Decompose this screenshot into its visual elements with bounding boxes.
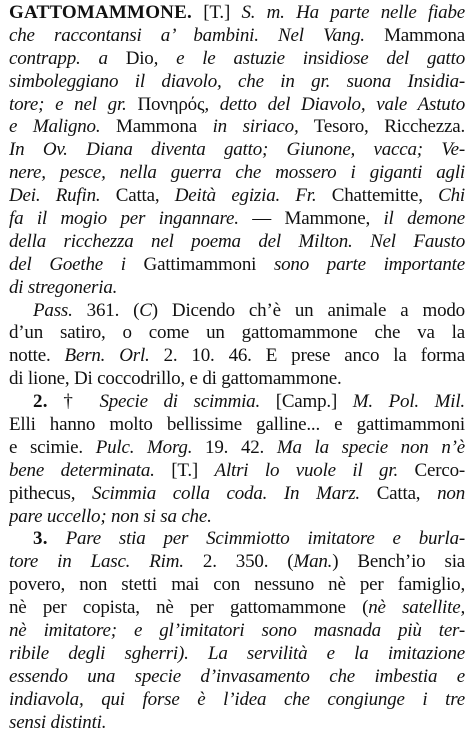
entry-line bbox=[9, 689, 465, 712]
entry-italic-text: del Goethe i bbox=[9, 253, 126, 275]
entry-italic-text: tore in Lasc. Rim. bbox=[9, 551, 184, 573]
entry-italic-text: di stregoneria. bbox=[9, 276, 118, 298]
entry-italic-text: tore; e nel gr. bbox=[9, 93, 127, 115]
entry-text: e scimie. bbox=[9, 436, 83, 458]
entry-text: Dio bbox=[107, 47, 154, 69]
entry-text: [Camp.] bbox=[260, 391, 353, 413]
entry-line bbox=[9, 437, 465, 460]
entry-line bbox=[9, 551, 465, 574]
entry-line bbox=[9, 2, 465, 25]
entry-italic-text: Scimmia colla coda. In Marz. bbox=[92, 482, 360, 504]
entry-line bbox=[9, 574, 465, 597]
entry-italic-text: Deità egizia. Fr. bbox=[174, 185, 317, 207]
entry-line bbox=[9, 643, 465, 666]
entry-text: Mammona bbox=[364, 24, 465, 46]
entry-bold-text: GATTOMAMMONE. bbox=[9, 2, 192, 23]
entry-line bbox=[9, 391, 465, 414]
entry-italic-text: C bbox=[139, 299, 152, 321]
entry-italic-text: sensi distinti. bbox=[9, 711, 107, 733]
entry-italic-text: sono parte importante bbox=[273, 253, 465, 275]
entry-line bbox=[9, 231, 465, 254]
entry-line bbox=[9, 666, 465, 689]
entry-text: 19. 42. bbox=[192, 436, 277, 458]
entry-bold-text: 3. bbox=[33, 528, 48, 550]
entry-italic-text: bene determinata. bbox=[9, 459, 155, 481]
entry-italic-text: che raccontansi a’ bambini. Nel Vang. bbox=[9, 24, 365, 46]
entry-line bbox=[9, 25, 465, 48]
entry-text: Chattemitte, bbox=[316, 185, 439, 207]
entry-text: ) Dicendo ch’è un animale a modo bbox=[151, 299, 465, 321]
entry-text: Gattimammoni bbox=[125, 253, 274, 275]
entry-italic-text: simboleggiano il diavolo, che in gr. suona Insidia- bbox=[9, 70, 465, 92]
entry-italic-text: Chi bbox=[438, 185, 465, 207]
entry-text: † bbox=[47, 391, 100, 413]
entry-italic-text: Ma la specie non n’è bbox=[276, 436, 465, 458]
entry-line bbox=[9, 345, 465, 368]
entry-italic-text: della ricchezza nel poema del Milton. Nel Fausto bbox=[9, 230, 465, 252]
entry-italic-text: non bbox=[437, 482, 465, 504]
entry-italic-text: Pulc. Morg. bbox=[82, 436, 193, 458]
entry-italic-text: M. Pol. Mil. bbox=[352, 391, 465, 413]
entry-line bbox=[9, 71, 465, 94]
entry-text: pithecus, bbox=[9, 482, 93, 504]
entry-italic-text: Pare stia per Scimmiotto imitatore e burla- bbox=[47, 528, 465, 550]
entry-italic-text: Man. bbox=[293, 551, 333, 573]
entry-line bbox=[9, 48, 465, 71]
entry-italic-text: ribile degli sgherri). La servilità e la imitazione bbox=[9, 642, 465, 664]
entry-italic-text: pare uccello; non si sa che. bbox=[9, 505, 212, 527]
entry-line bbox=[9, 620, 465, 643]
entry-text: di lione, Di coccodrillo, e di gattomammone. bbox=[9, 368, 342, 390]
entry-text: nè per copista, nè per gattomammone ( bbox=[9, 597, 369, 619]
entry-line bbox=[9, 368, 465, 391]
entry-italic-text: Pass. bbox=[33, 299, 73, 321]
entry-line bbox=[9, 94, 465, 117]
entry-text: Catta, bbox=[359, 482, 438, 504]
entry-italic-text: nere, pesce, nella guerra che mossero i giganti agli bbox=[9, 162, 465, 184]
entry-text: 361. ( bbox=[72, 299, 140, 321]
entry-bold-text: 2. bbox=[33, 391, 48, 413]
entry-line bbox=[9, 528, 465, 551]
entry-text: notte. bbox=[9, 345, 51, 367]
entry-italic-text: , detto del Diavolo, vale Astuto bbox=[204, 93, 465, 115]
entry-italic-text: e Maligno. bbox=[9, 116, 101, 138]
entry-italic-text: Bern. Orl. bbox=[50, 345, 150, 367]
entry-line bbox=[9, 460, 465, 483]
entry-italic-text: il demone bbox=[383, 208, 465, 230]
dictionary-entry bbox=[9, 2, 465, 733]
entry-italic-text: essendo una specie d’invasamento che imbestia e bbox=[9, 665, 465, 687]
entry-italic-text: Dei. Rufin. bbox=[9, 185, 101, 207]
entry-italic-text: indiavola, qui forse è l’idea che congiunge i tre bbox=[9, 688, 465, 710]
entry-line bbox=[9, 277, 465, 300]
entry-italic-text: S. m. Ha parte nelle fiabe bbox=[241, 2, 465, 23]
entry-text: 2. 10. 46. E prese anco la forma bbox=[149, 345, 465, 367]
entry-text: 2. 350. ( bbox=[183, 551, 294, 573]
entry-italic-text: fa il mogio per ingannare. bbox=[9, 208, 239, 230]
entry-italic-text: in siriaco, bbox=[212, 116, 299, 138]
entry-line bbox=[9, 506, 465, 529]
entry-text: Cerco- bbox=[398, 459, 465, 481]
entry-line bbox=[9, 597, 465, 620]
entry-italic-text: nè satellite, bbox=[368, 597, 465, 619]
entry-italic-text: nè imitatore; e gl’imitatori sono masnada più ter- bbox=[9, 620, 465, 642]
entry-line bbox=[9, 185, 465, 208]
entry-text: — Mammone, bbox=[238, 208, 384, 230]
entry-line bbox=[9, 300, 465, 323]
entry-line bbox=[9, 162, 465, 185]
entry-italic-text: Specie di scimmia. bbox=[99, 391, 261, 413]
entry-line bbox=[9, 116, 465, 139]
entry-text: Elli hanno molto bellissime galline... e gattimammoni bbox=[9, 414, 465, 436]
entry-italic-text: contrapp. a bbox=[9, 47, 108, 69]
entry-italic-text: , e le astuzie insidiose del gatto bbox=[153, 47, 465, 69]
entry-text: [T.] bbox=[154, 459, 215, 481]
entry-line bbox=[9, 712, 465, 735]
entry-text: Catta, bbox=[100, 185, 175, 207]
entry-italic-text: In Ov. Diana diventa gatto; Giunone, vacca; Ve- bbox=[9, 139, 465, 161]
entry-text: Mammona bbox=[100, 116, 213, 138]
entry-text: [T.] bbox=[191, 2, 242, 23]
entry-line bbox=[9, 414, 465, 437]
entry-line bbox=[9, 254, 465, 277]
entry-text: ) Bench’io sia bbox=[332, 551, 465, 573]
entry-text: povero, non stetti mai con nessuno nè per famiglio, bbox=[9, 574, 465, 596]
entry-italic-text: Altri lo vuole il gr. bbox=[214, 459, 398, 481]
entry-text: d’un satiro, o come un gattomammone che va la bbox=[9, 322, 465, 344]
entry-line bbox=[9, 139, 465, 162]
entry-line bbox=[9, 322, 465, 345]
entry-text: Πονηρός bbox=[126, 93, 205, 115]
entry-text: Tesoro, Ricchezza. bbox=[298, 116, 465, 138]
entry-line bbox=[9, 483, 465, 506]
entry-line bbox=[9, 208, 465, 231]
